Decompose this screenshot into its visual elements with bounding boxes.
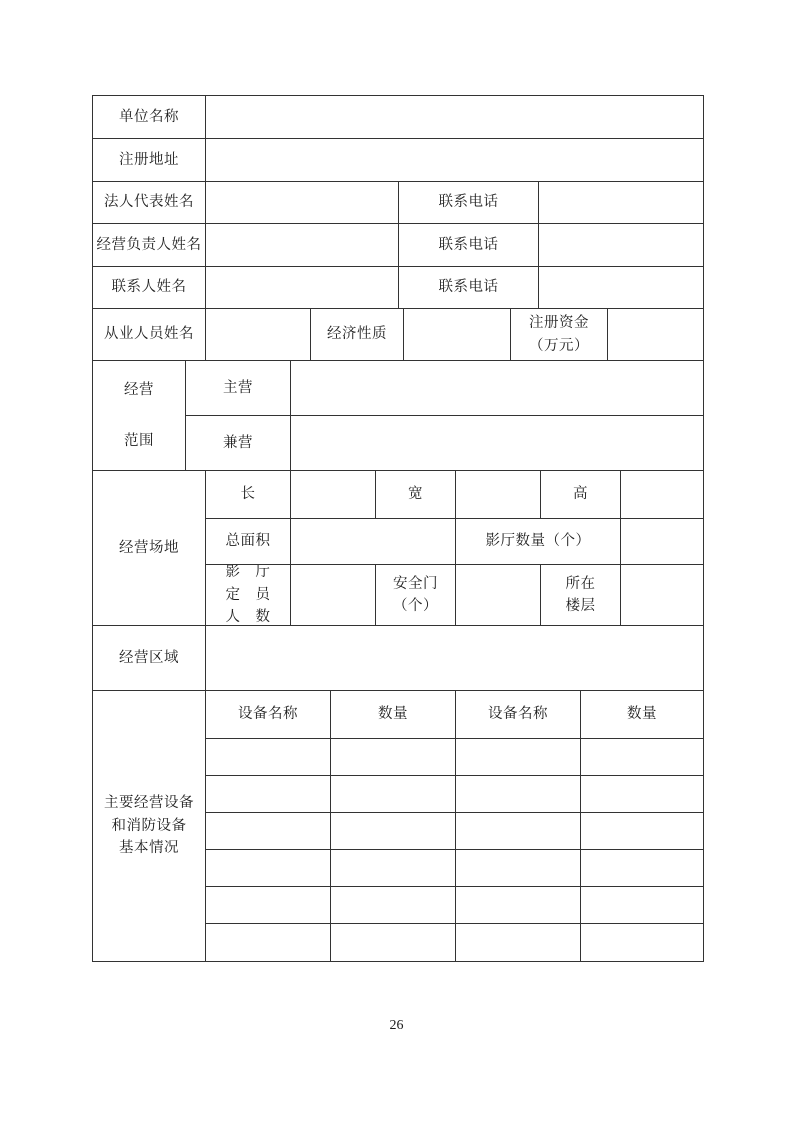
equipment-label-line3: 基本情况 — [119, 840, 179, 857]
equipment-name-cell — [206, 776, 331, 812]
group-equipment — [93, 691, 703, 961]
equipment-qty-header-2: 数量 — [627, 706, 657, 723]
equipment-name-cell — [456, 887, 581, 923]
unit-name-value-cell — [206, 96, 703, 138]
group-business-scope — [93, 361, 703, 471]
economic-nature-value-cell — [404, 309, 511, 360]
main-business-label: 主营 — [186, 361, 291, 415]
equipment-name-cell — [456, 739, 581, 775]
unit-name-label: 单位名称 — [93, 96, 206, 138]
row-main-business — [186, 361, 703, 416]
safety-door-label-line2: （个） — [393, 598, 438, 614]
hall-capacity-label — [206, 565, 291, 625]
equipment-row — [206, 850, 703, 887]
hall-capacity-label-line2: 定 员 — [225, 586, 271, 603]
row-capacity-doors-floor — [206, 565, 703, 625]
row-registered-address — [93, 139, 703, 182]
manager-phone-value-cell — [539, 224, 703, 266]
equipment-name-header-2: 设备名称 — [456, 691, 581, 738]
length-label: 长 — [206, 471, 291, 518]
registration-form-table — [92, 95, 704, 962]
business-scope-label-line1: 经营 — [124, 382, 154, 399]
total-area-value-cell — [291, 519, 456, 565]
equipment-qty-cell — [581, 924, 703, 961]
hall-capacity-value-cell — [291, 565, 376, 625]
floor-label-line1: 所在 — [565, 575, 596, 592]
equipment-name-cell — [206, 850, 331, 886]
row-contact-person — [93, 267, 703, 309]
row-business-area — [93, 626, 703, 691]
page-number: 26 — [389, 1018, 404, 1033]
economic-nature-label: 经济性质 — [311, 309, 404, 360]
contact-person-value-cell — [206, 267, 399, 308]
equipment-qty-cell — [581, 887, 703, 923]
equipment-name-cell — [456, 776, 581, 812]
business-area-value-cell — [206, 626, 703, 690]
contact-person-phone-value-cell — [539, 267, 703, 308]
equipment-label — [93, 691, 206, 961]
equipment-qty-cell — [581, 776, 703, 812]
equipment-label-line1: 主要经营设备 — [104, 795, 194, 812]
equipment-qty-cell — [581, 850, 703, 886]
legal-rep-label: 法人代表姓名 — [93, 182, 206, 223]
equipment-row — [206, 739, 703, 776]
equipment-name-cell — [456, 813, 581, 849]
equipment-qty-cell — [331, 813, 456, 849]
manager-label: 经营负责人姓名 — [93, 224, 206, 266]
safety-door-value-cell — [456, 565, 541, 625]
row-manager — [93, 224, 703, 267]
hall-count-label: 影厅数量（个） — [456, 519, 621, 565]
row-area-halls — [206, 519, 703, 566]
height-value-cell — [621, 471, 703, 518]
equipment-qty-cell — [331, 850, 456, 886]
equipment-qty-cell — [581, 739, 703, 775]
hall-capacity-label-line1: 影 厅 — [225, 565, 271, 581]
floor-label-line2: 楼层 — [565, 598, 596, 614]
width-value-cell — [456, 471, 541, 518]
width-label: 宽 — [376, 471, 456, 518]
equipment-qty-header-1: 数量 — [331, 691, 456, 738]
height-label: 高 — [541, 471, 621, 518]
equipment-label-line2: 和消防设备 — [111, 817, 187, 834]
legal-rep-phone-value-cell — [539, 182, 703, 223]
main-business-value-cell — [291, 361, 703, 415]
row-legal-rep — [93, 182, 703, 224]
manager-phone-label: 联系电话 — [399, 224, 539, 266]
equipment-qty-cell — [581, 813, 703, 849]
employees-label: 从业人员姓名 — [93, 309, 206, 360]
hall-capacity-label-line3: 人 数 — [225, 609, 271, 625]
row-dimensions — [206, 471, 703, 519]
side-business-label: 兼营 — [186, 416, 291, 471]
equipment-qty-cell — [331, 887, 456, 923]
floor-label — [541, 565, 621, 625]
row-employees — [93, 309, 703, 361]
equipment-row — [206, 924, 703, 961]
equipment-qty-cell — [331, 776, 456, 812]
business-scope-label — [93, 361, 186, 470]
legal-rep-phone-label: 联系电话 — [399, 182, 539, 223]
equipment-row — [206, 813, 703, 850]
equipment-name-header-1: 设备名称 — [206, 691, 331, 738]
registered-capital-label-line1: 注册资金 — [529, 315, 589, 332]
group-premises — [93, 471, 703, 626]
employees-value-cell — [206, 309, 311, 360]
equipment-subrows — [206, 691, 703, 961]
equipment-row — [206, 887, 703, 924]
equipment-name-cell — [206, 739, 331, 775]
equipment-name-cell — [206, 813, 331, 849]
business-scope-subrows — [186, 361, 703, 470]
row-side-business — [186, 416, 703, 471]
equipment-name-cell — [206, 887, 331, 923]
business-scope-label-line2: 范围 — [124, 432, 154, 449]
business-area-label: 经营区域 — [93, 626, 206, 690]
equipment-name-cell — [456, 850, 581, 886]
registered-address-label: 注册地址 — [93, 139, 206, 181]
hall-count-value-cell — [621, 519, 703, 565]
contact-person-phone-label: 联系电话 — [399, 267, 539, 308]
equipment-qty-cell — [331, 924, 456, 961]
total-area-label: 总面积 — [206, 519, 291, 565]
premises-subrows — [206, 471, 703, 625]
equipment-qty-cell — [331, 739, 456, 775]
equipment-header-row — [206, 691, 703, 739]
side-business-value-cell — [291, 416, 703, 471]
equipment-row — [206, 776, 703, 813]
length-value-cell — [291, 471, 376, 518]
equipment-name-cell — [206, 924, 331, 961]
registered-capital-label-line2: （万元） — [529, 337, 589, 354]
row-unit-name — [93, 96, 703, 139]
registered-capital-label — [511, 309, 608, 360]
manager-value-cell — [206, 224, 399, 266]
contact-person-label: 联系人姓名 — [93, 267, 206, 308]
equipment-name-cell — [456, 924, 581, 961]
premises-label: 经营场地 — [93, 471, 206, 625]
safety-door-label-line1: 安全门 — [393, 575, 438, 592]
safety-door-label — [376, 565, 456, 625]
legal-rep-value-cell — [206, 182, 399, 223]
floor-value-cell — [621, 565, 703, 625]
registered-address-value-cell — [206, 139, 703, 181]
registered-capital-value-cell — [608, 309, 703, 360]
